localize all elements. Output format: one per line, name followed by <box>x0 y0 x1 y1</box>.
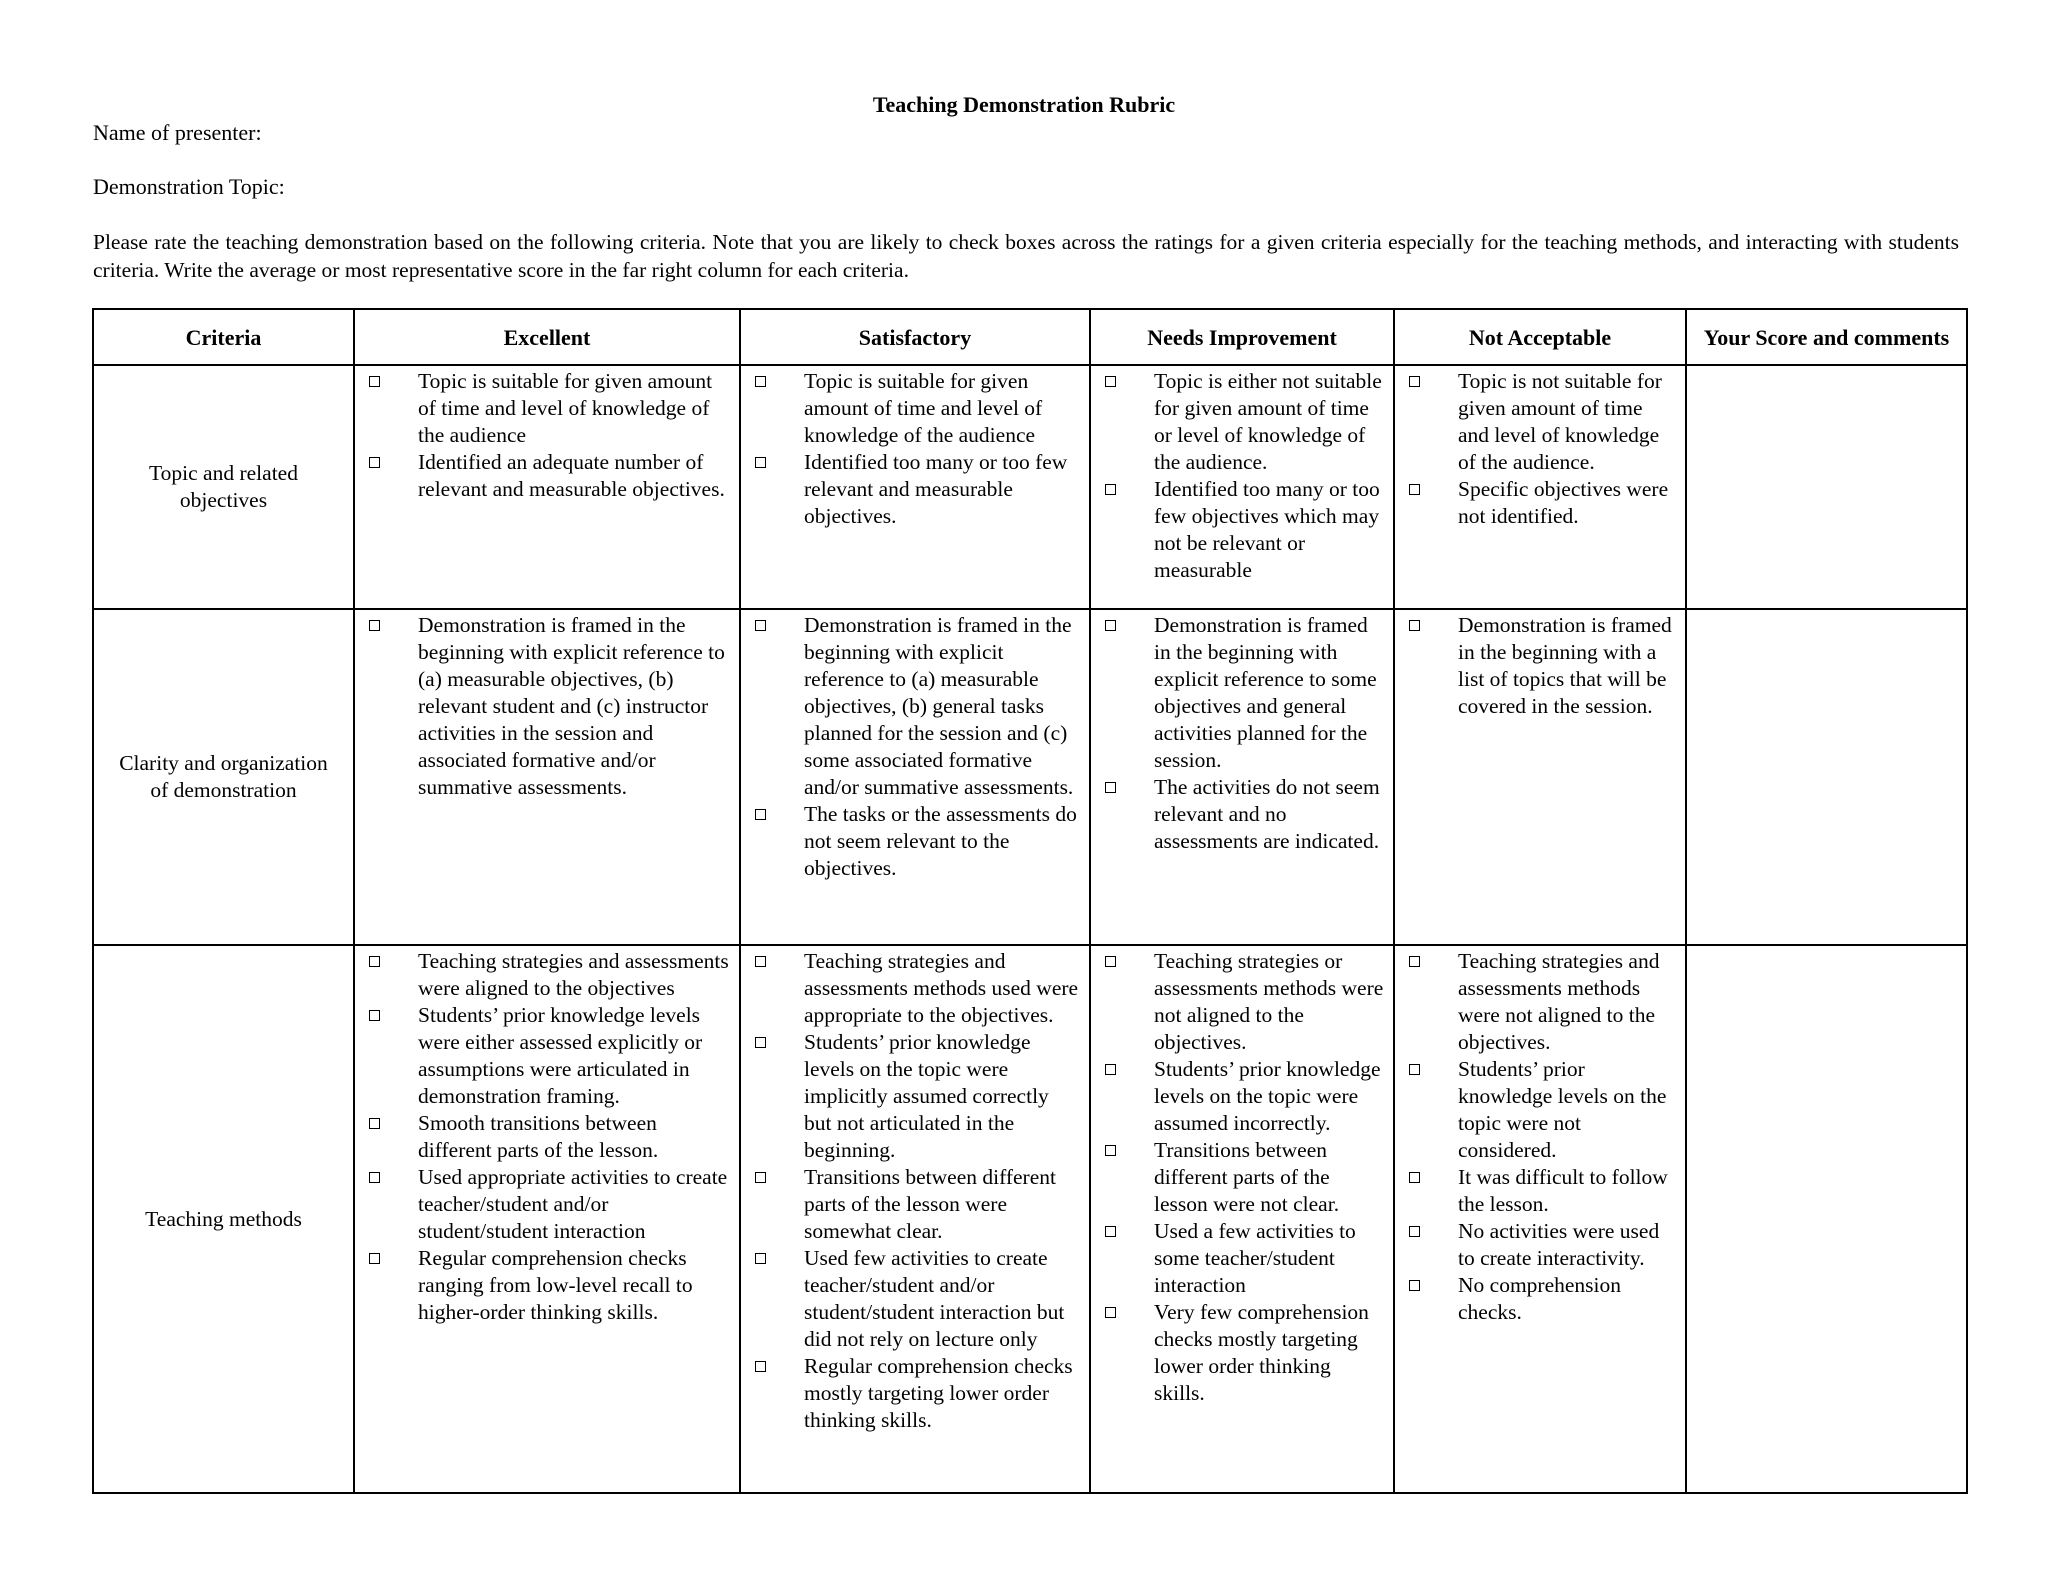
criterion-description: Transitions between different parts of the lesson were somewhat clear. <box>804 1165 1056 1243</box>
criterion-description: Identified an adequate number of relevant and measurable objectives. <box>418 450 725 501</box>
criterion-description: Students’ prior knowledge levels on the topic were not considered. <box>1458 1057 1667 1162</box>
criterion-description: Used few activities to create teacher/student and/or student/student interaction but did not rely on lecture only <box>804 1246 1065 1351</box>
needs-improvement-cell <box>1090 609 1394 945</box>
not-acceptable-item-list <box>1403 368 1677 530</box>
criterion-description: No activities were used to create interactivity. <box>1458 1219 1660 1270</box>
needs-improvement-item-list <box>1099 948 1385 1407</box>
list-item <box>1099 1218 1385 1299</box>
criterion-description: Topic is suitable for given amount of time and level of knowledge of the audience <box>418 369 713 447</box>
table-row <box>93 945 1967 1493</box>
header-score-comments: Your Score and comments <box>1686 309 1967 365</box>
checkbox[interactable] <box>755 956 766 967</box>
checkbox[interactable] <box>369 956 380 967</box>
needs-improvement-cell <box>1090 945 1394 1493</box>
criterion-description: Students’ prior knowledge levels were either assessed explicitly or assumptions were articulated in demonstration framing. <box>418 1003 703 1108</box>
checkbox[interactable] <box>1105 782 1116 793</box>
criterion-description: Demonstration is framed in the beginning with explicit reference to (a) measurable objectives, (b) general tasks planned for the session and (c) some associated formative and/or summative assessments. <box>804 613 1074 799</box>
list-item <box>1403 476 1677 530</box>
checkbox[interactable] <box>369 1253 380 1264</box>
list-item <box>363 1002 731 1110</box>
list-item <box>363 368 731 449</box>
criterion-description: Demonstration is framed in the beginning with a list of topics that will be covered in the session. <box>1458 613 1672 718</box>
checkbox[interactable] <box>1409 1064 1420 1075</box>
checkbox[interactable] <box>755 809 766 820</box>
not-acceptable-cell <box>1394 365 1686 609</box>
header-criteria: Criteria <box>93 309 354 365</box>
list-item <box>1099 612 1385 774</box>
list-item <box>1099 368 1385 476</box>
satisfactory-item-list <box>749 368 1081 530</box>
not-acceptable-item-list <box>1403 612 1677 720</box>
criterion-description: Students’ prior knowledge levels on the topic were implicitly assumed correctly but not articulated in the beginning. <box>804 1030 1049 1162</box>
satisfactory-cell <box>740 945 1090 1493</box>
list-item <box>1099 476 1385 584</box>
list-item <box>1403 1164 1677 1218</box>
checkbox[interactable] <box>1105 1307 1116 1318</box>
list-item <box>363 449 731 503</box>
criterion-description: Specific objectives were not identified. <box>1458 477 1669 528</box>
checkbox[interactable] <box>1409 1226 1420 1237</box>
criterion-description: Students’ prior knowledge levels on the topic were assumed incorrectly. <box>1154 1057 1381 1135</box>
criteria-cell: Clarity and organization of demonstration <box>93 609 354 945</box>
needs-improvement-item-list <box>1099 368 1385 584</box>
excellent-cell <box>354 945 740 1493</box>
list-item <box>749 948 1081 1029</box>
list-item <box>1403 612 1677 720</box>
document-title: Teaching Demonstration Rubric <box>872 92 1176 117</box>
checkbox[interactable] <box>1105 620 1116 631</box>
rubric-table <box>92 308 1968 1494</box>
table-row <box>93 609 1967 945</box>
list-item <box>749 1353 1081 1434</box>
header-excellent: Excellent <box>354 309 740 365</box>
checkbox[interactable] <box>1409 376 1420 387</box>
criterion-description: Very few comprehension checks mostly targeting lower order thinking skills. <box>1154 1300 1369 1405</box>
list-item <box>1099 1299 1385 1407</box>
list-item <box>1403 1218 1677 1272</box>
satisfactory-item-list <box>749 948 1081 1434</box>
satisfactory-cell <box>740 365 1090 609</box>
checkbox[interactable] <box>1105 956 1116 967</box>
list-item <box>749 1029 1081 1164</box>
checkbox[interactable] <box>1409 1280 1420 1291</box>
excellent-item-list <box>363 612 731 801</box>
score-comments-cell[interactable] <box>1686 365 1967 609</box>
presenter-name-label: Name of presenter: <box>93 120 262 145</box>
list-item <box>363 612 731 801</box>
checkbox[interactable] <box>369 457 380 468</box>
table-row <box>93 365 1967 609</box>
header-satisfactory: Satisfactory <box>740 309 1090 365</box>
checkbox[interactable] <box>1409 956 1420 967</box>
checkbox[interactable] <box>1105 1226 1116 1237</box>
checkbox[interactable] <box>755 1172 766 1183</box>
criterion-description: Identified too many or too few relevant and measurable objectives. <box>804 450 1068 528</box>
checkbox[interactable] <box>1105 1064 1116 1075</box>
criterion-description: Demonstration is framed in the beginning with explicit reference to some objectives and general activities planned for the session. <box>1154 613 1377 772</box>
criterion-description: Topic is either not suitable for given amount of time or level of knowledge of the audience. <box>1154 369 1382 474</box>
criterion-description: Topic is not suitable for given amount of time and level of knowledge of the audience. <box>1458 369 1662 474</box>
checkbox[interactable] <box>369 1172 380 1183</box>
criterion-description: Teaching strategies and assessments methods were not aligned to the objectives. <box>1458 949 1660 1054</box>
not-acceptable-cell <box>1394 945 1686 1493</box>
criterion-description: Used a few activities to some teacher/student interaction <box>1154 1219 1356 1297</box>
checkbox[interactable] <box>369 620 380 631</box>
list-item <box>363 948 731 1002</box>
list-item <box>1099 948 1385 1056</box>
rubric-body <box>93 365 1967 1493</box>
checkbox[interactable] <box>369 1010 380 1021</box>
checkbox[interactable] <box>1105 484 1116 495</box>
not-acceptable-cell <box>1394 609 1686 945</box>
checkbox[interactable] <box>1409 484 1420 495</box>
list-item <box>1403 368 1677 476</box>
header-needs-improvement: Needs Improvement <box>1090 309 1394 365</box>
needs-improvement-cell <box>1090 365 1394 609</box>
criterion-description: Identified too many or too few objectives which may not be relevant or measurable <box>1154 477 1380 582</box>
criterion-description: Teaching strategies and assessments methods used were appropriate to the objectives. <box>804 949 1079 1027</box>
checkbox[interactable] <box>755 1253 766 1264</box>
rubric-header-row <box>93 309 1967 365</box>
checkbox[interactable] <box>369 1118 380 1129</box>
criterion-description: It was difficult to follow the lesson. <box>1458 1165 1668 1216</box>
list-item <box>1099 774 1385 855</box>
criterion-description: The tasks or the assessments do not seem relevant to the objectives. <box>804 802 1077 880</box>
list-item <box>749 1245 1081 1353</box>
criteria-cell: Topic and related objectives <box>93 365 354 609</box>
criterion-description: Smooth transitions between different parts of the lesson. <box>418 1111 659 1162</box>
criterion-description: Regular comprehension checks mostly targeting lower order thinking skills. <box>804 1354 1073 1432</box>
list-item <box>363 1110 731 1164</box>
list-item <box>1403 948 1677 1056</box>
list-item <box>1403 1272 1677 1326</box>
list-item <box>1403 1056 1677 1164</box>
satisfactory-item-list <box>749 612 1081 882</box>
checkbox[interactable] <box>1105 376 1116 387</box>
criterion-description: Used appropriate activities to create teacher/student and/or student/student interaction <box>418 1165 728 1243</box>
checkbox[interactable] <box>755 1037 766 1048</box>
excellent-cell <box>354 609 740 945</box>
criterion-description: Teaching strategies or assessments methods were not aligned to the objectives. <box>1154 949 1384 1054</box>
criterion-description: Regular comprehension checks ranging from low-level recall to higher-order thinking skills. <box>418 1246 693 1324</box>
checkbox[interactable] <box>369 376 380 387</box>
checkbox[interactable] <box>1409 1172 1420 1183</box>
demonstration-topic-label: Demonstration Topic: <box>93 174 285 199</box>
header-not-acceptable: Not Acceptable <box>1394 309 1686 365</box>
checkbox[interactable] <box>1105 1145 1116 1156</box>
criterion-description: No comprehension checks. <box>1458 1273 1622 1324</box>
checkbox[interactable] <box>755 457 766 468</box>
not-acceptable-item-list <box>1403 948 1677 1326</box>
checkbox[interactable] <box>1409 620 1420 631</box>
checkbox[interactable] <box>755 1361 766 1372</box>
criteria-cell: Teaching methods <box>93 945 354 1493</box>
criterion-description: The activities do not seem relevant and no assessments are indicated. <box>1154 775 1380 853</box>
excellent-item-list <box>363 948 731 1326</box>
excellent-item-list <box>363 368 731 503</box>
needs-improvement-item-list <box>1099 612 1385 855</box>
criterion-description: Transitions between different parts of the lesson were not clear. <box>1154 1138 1340 1216</box>
excellent-cell <box>354 365 740 609</box>
list-item <box>749 801 1081 882</box>
list-item <box>363 1164 731 1245</box>
criterion-description: Topic is suitable for given amount of time and level of knowledge of the audience <box>804 369 1043 447</box>
rating-instructions: Please rate the teaching demonstration based on the following criteria. Note that you are likely to check boxes across the ratings for a given criteria especially for the teaching methods, and interacting with students criteria. Write the average or most representative score in the far right column for each criteria. <box>93 230 1959 282</box>
list-item <box>1099 1137 1385 1218</box>
list-item <box>749 1164 1081 1245</box>
list-item <box>749 449 1081 530</box>
list-item <box>749 368 1081 449</box>
satisfactory-cell <box>740 609 1090 945</box>
checkbox[interactable] <box>755 620 766 631</box>
score-comments-cell[interactable] <box>1686 945 1967 1493</box>
checkbox[interactable] <box>755 376 766 387</box>
list-item <box>1099 1056 1385 1137</box>
criterion-description: Demonstration is framed in the beginning with explicit reference to (a) measurable objectives, (b) relevant student and (c) instructor activities in the session and associated formative and/or summative assessments. <box>418 613 725 799</box>
score-comments-cell[interactable] <box>1686 609 1967 945</box>
list-item <box>749 612 1081 801</box>
list-item <box>363 1245 731 1326</box>
criterion-description: Teaching strategies and assessments were aligned to the objectives <box>418 949 729 1000</box>
